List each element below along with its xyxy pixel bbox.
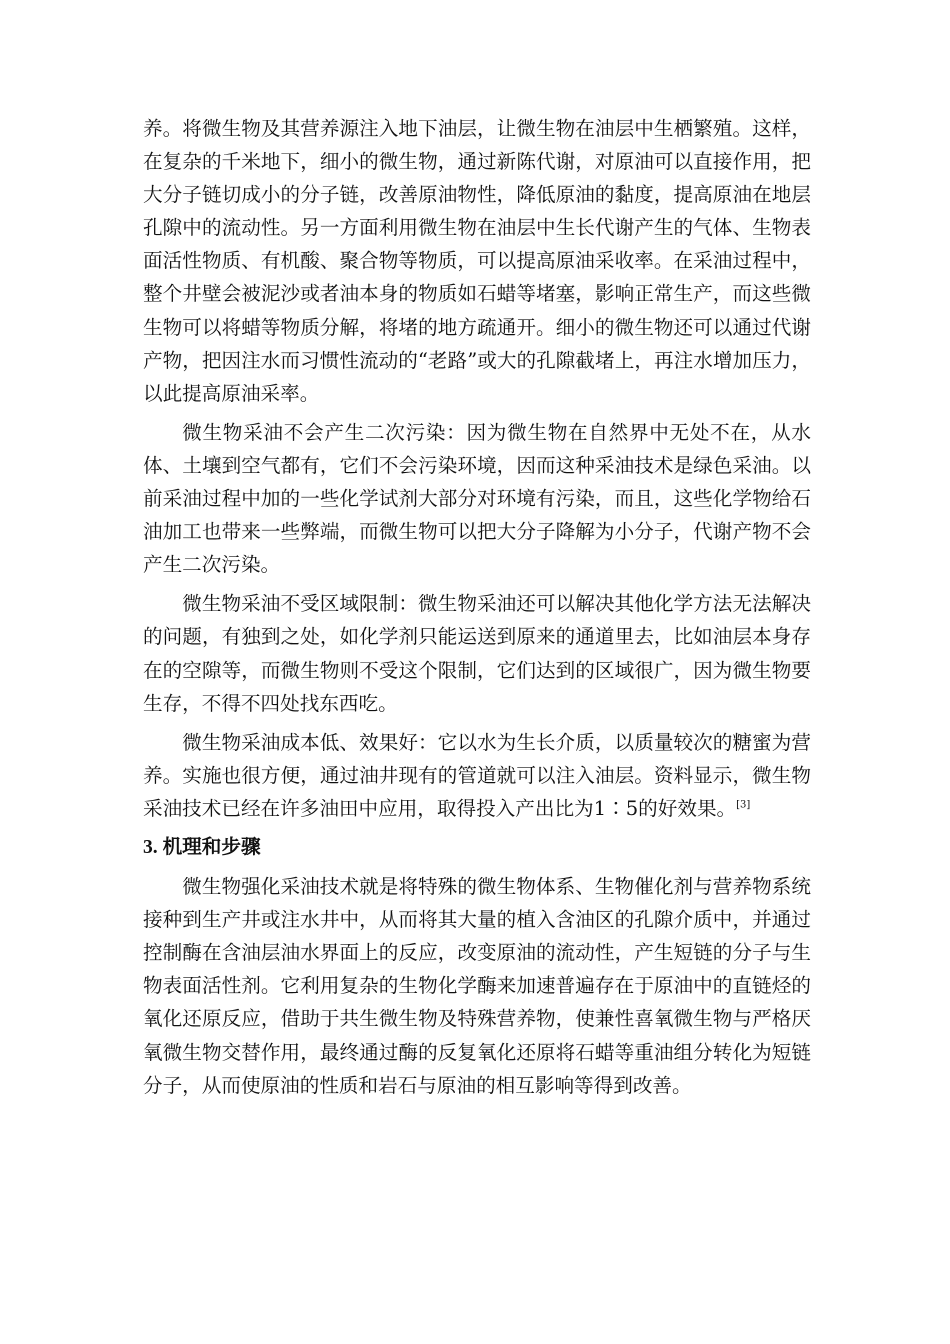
paragraph-no-region-limit: 微生物采油不受区域限制：微生物采油还可以解决其他化学方法无法解决的问题，有独到之处，如化学剂只能运送到原来的通道里去，比如油层本身存在的空隙等，而微生物则不受这个限制，它们达到的区域很广，因为微生物要生存，不得不四处找东西吃。 [143, 592, 811, 715]
paragraph-continuation: 养。将微生物及其营养源注入地下油层，让微生物在油层中生栖繁殖。这样，在复杂的千米地下，细小的微生物，通过新陈代谢，对原油可以直接作用，把大分子链切成小的分子链，改善原油物性，降低原油的黏度，提高原油在地层孔隙中的流动性。另一方面利用微生物在油层中生长代谢产生的气体、生物表面活性物质、有机酸、聚合物等物质，可以提高原油采收率。在采油过程中，整个井壁会被泥沙或者油本身的物质如石蜡等堵塞，影响正常生产，而这些微生物可以将蜡等物质分解，将堵的地方疏通开。细小的微生物还可以通过代谢产物，把因注水而习惯性流动的“老路”或大的孔隙截堵上，再注水增加压力，以此提高原油采率。 [143, 117, 811, 405]
citation-marker: [3] [736, 799, 751, 811]
paragraph-mechanism: 微生物强化采油技术就是将特殊的微生物体系、生物催化剂与营养物系统接种到生产井或注水井中，从而将其大量的植入含油区的孔隙介质中，并通过控制酶在含油层油水界面上的反应，改变原油的流动性，产生短链的分子与生物表面活性剂。它利用复杂的生物化学酶来加速普遍存在于原油中的直链烃的氧化还原反应，借助于共生微生物及特殊营养物，使兼性喜氧微生物与严格厌氧微生物交替作用，最终通过酶的反复氧化还原将石蜡等重油组分转化为短链分子，从而使原油的性质和岩石与原油的相互影响等得到改善。 [143, 875, 811, 1097]
paragraph-no-pollution: 微生物采油不会产生二次污染：因为微生物在自然界中无处不在，从水体、土壤到空气都有，它们不会污染环境，因而这种采油技术是绿色采油。以前采油过程中加的一些化学试剂大部分对环境有污染，而且，这些化学物给石油加工也带来一些弊端，而微生物可以把大分子降解为小分子，代谢产物不会产生二次污染。 [143, 420, 811, 577]
document-page [143, 112, 811, 1102]
paragraph-low-cost [143, 726, 811, 825]
section-heading: 3. 机理和步骤 [143, 836, 261, 858]
paragraph-low-cost-text: 微生物采油成本低、效果好：它以水为生长介质，以质量较次的糖蜜为营养。实施也很方便，通过油井现有的管道就可以注入油层。资料显示，微生物采油技术已经在许多油田中应用，取得投入产出比为1∶5的好效果。 [143, 730, 811, 820]
